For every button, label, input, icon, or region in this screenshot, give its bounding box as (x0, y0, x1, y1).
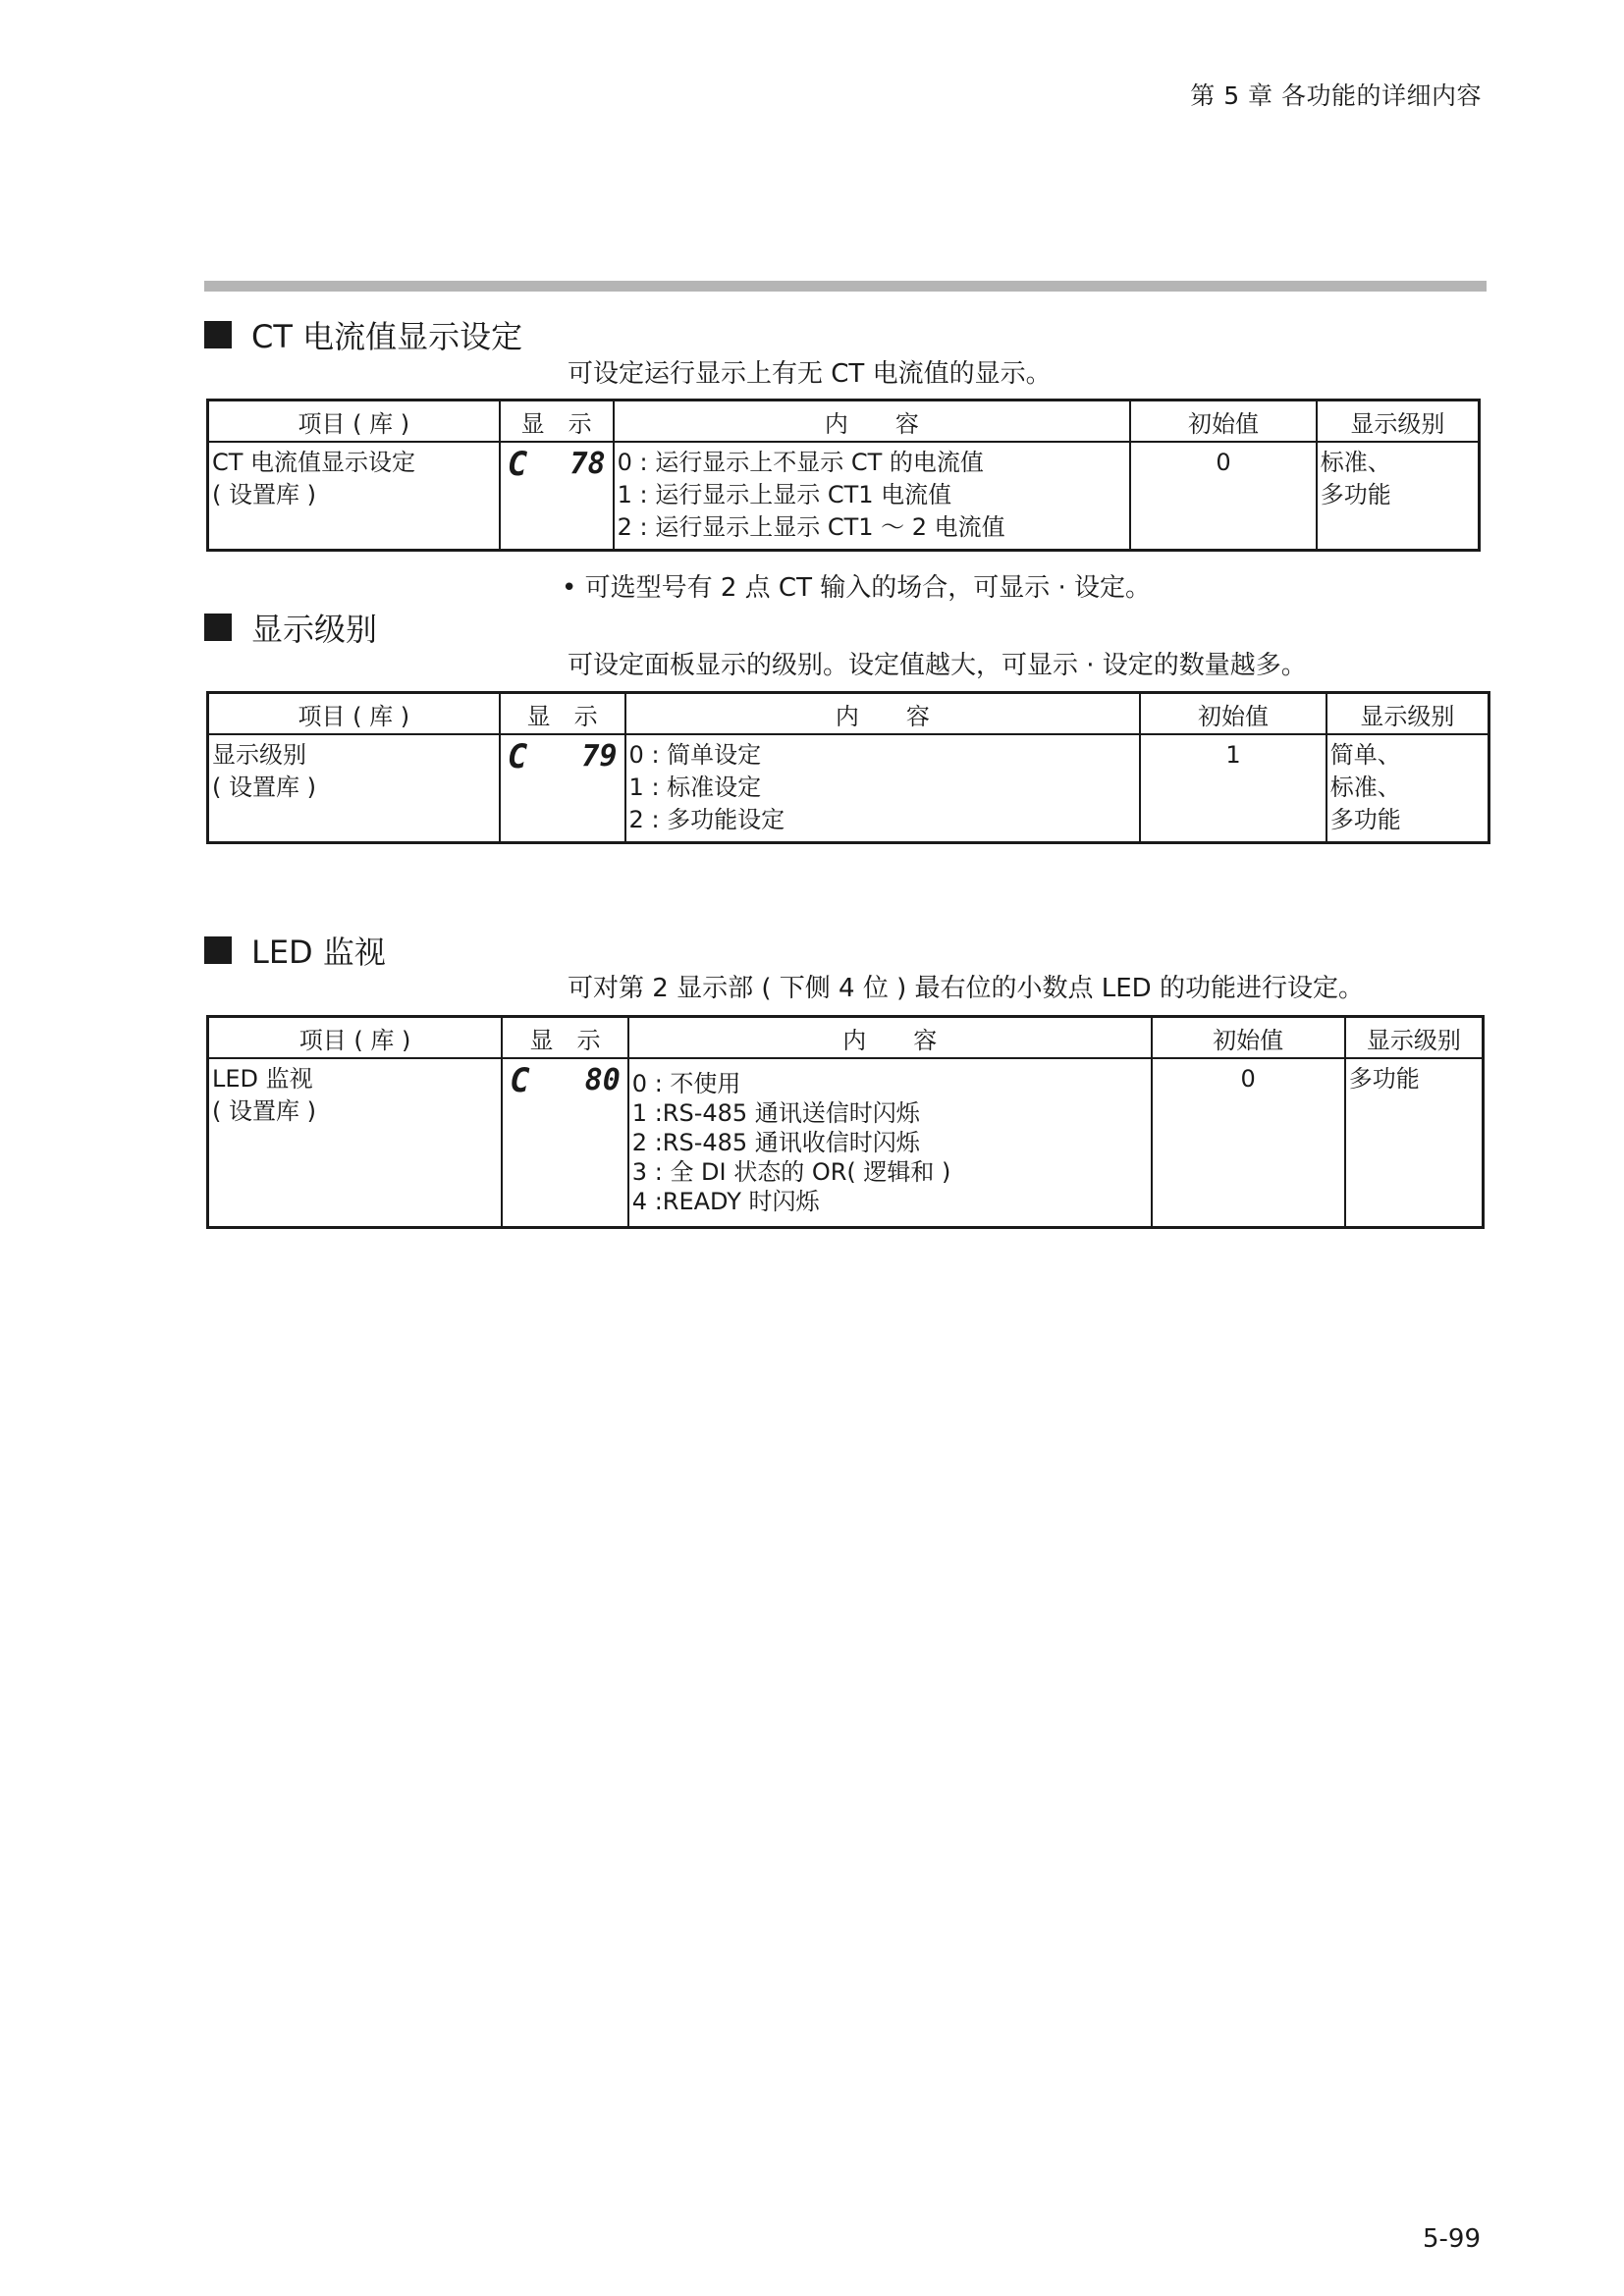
item-name: LED 监视 (212, 1065, 313, 1093)
display-code: 78 (569, 447, 606, 481)
col-header-initial: 初始值 (1130, 400, 1317, 443)
square-bullet-icon (204, 936, 232, 964)
level-line: 多功能 (1348, 1065, 1420, 1093)
table-row (208, 442, 1480, 550)
col-header-display: 显 示 (500, 400, 614, 443)
section-description: 可对第 2 显示部 ( 下侧 4 位 ) 最右位的小数点 LED 的功能进行设定。 (568, 974, 1364, 1003)
col-header-level: 显示级别 (1317, 400, 1480, 443)
section-title (204, 605, 377, 650)
display-letter: C (510, 1061, 530, 1100)
seven-segment-display (506, 1063, 624, 1098)
initial-cell: 0 (1152, 1058, 1345, 1227)
initial-cell: 0 (1130, 442, 1317, 550)
section-led-monitor (204, 928, 386, 973)
display-cell (500, 442, 614, 550)
table-row (208, 734, 1489, 842)
display-letter: C (507, 445, 528, 484)
table-header-row (208, 693, 1489, 735)
table-row (208, 1058, 1484, 1227)
content-cell (614, 442, 1131, 550)
note-text: • 可选型号有 2 点 CT 输入的场合，可显示 · 设定。 (562, 573, 1152, 603)
item-cell (208, 1058, 503, 1227)
content-line: 3 : 全 DI 状态的 OR( 逻辑和 ) (631, 1158, 951, 1186)
page-number: 5-99 (1422, 2224, 1481, 2254)
level-cell (1317, 442, 1480, 550)
display-code: 80 (584, 1063, 621, 1097)
item-bank: ( 设置库 ) (212, 481, 316, 508)
item-name: 显示级别 (212, 741, 306, 769)
col-header-level: 显示级别 (1345, 1017, 1484, 1059)
content-line: 0 : 不使用 (631, 1070, 741, 1097)
section-divider (204, 281, 1487, 292)
section-description: 可设定运行显示上有无 CT 电流值的显示。 (568, 359, 1052, 389)
section-title (204, 312, 522, 357)
col-header-content: 内 容 (628, 1017, 1152, 1059)
col-header-display: 显 示 (500, 693, 625, 735)
content-line: 1 : 标准设定 (628, 774, 762, 801)
section-display-level (204, 605, 377, 650)
section-description: 可设定面板显示的级别。设定值越大，可显示 · 设定的数量越多。 (568, 651, 1307, 680)
col-header-display: 显 示 (502, 1017, 628, 1059)
section-title-text: LED 监视 (251, 934, 386, 971)
section-title-text: CT 电流值显示设定 (251, 318, 523, 355)
col-header-initial: 初始值 (1152, 1017, 1345, 1059)
content-line: 0 : 运行显示上不显示 CT 的电流值 (617, 449, 984, 476)
section-title (204, 928, 386, 973)
col-header-item: 项目 ( 库 ) (208, 1017, 503, 1059)
item-cell (208, 442, 500, 550)
level-line: 多功能 (1320, 481, 1391, 508)
seven-segment-display (504, 447, 610, 482)
content-line: 2 :RS-485 通讯收信时闪烁 (631, 1129, 920, 1156)
table-header-row (208, 400, 1480, 443)
col-header-level: 显示级别 (1326, 693, 1489, 735)
content-line: 0 : 简单设定 (628, 741, 762, 769)
content-line: 1 :RS-485 通讯送信时闪烁 (631, 1099, 920, 1127)
col-header-item: 项目 ( 库 ) (208, 693, 500, 735)
item-cell (208, 734, 500, 842)
level-line: 多功能 (1329, 806, 1401, 833)
square-bullet-icon (204, 321, 232, 348)
level-cell (1326, 734, 1489, 842)
content-cell (625, 734, 1141, 842)
item-name: CT 电流值显示设定 (212, 449, 416, 476)
table-header-row (208, 1017, 1484, 1059)
col-header-content: 内 容 (614, 400, 1131, 443)
display-cell (500, 734, 625, 842)
display-code: 79 (581, 739, 618, 774)
display-letter: C (507, 737, 528, 776)
display-cell (502, 1058, 628, 1227)
content-cell (628, 1058, 1152, 1227)
chapter-header: 第 5 章 各功能的详细内容 (1190, 81, 1482, 110)
content-line: 2 : 多功能设定 (628, 806, 785, 833)
spec-table (206, 1015, 1485, 1229)
level-line: 标准、 (1320, 449, 1391, 476)
item-bank: ( 设置库 ) (212, 1097, 316, 1125)
spec-table (206, 691, 1490, 844)
col-header-initial: 初始值 (1140, 693, 1326, 735)
initial-cell: 1 (1140, 734, 1326, 842)
level-line: 简单、 (1329, 741, 1401, 769)
content-line: 1 : 运行显示上显示 CT1 电流值 (617, 481, 952, 508)
content-line: 2 : 运行显示上显示 CT1 ～ 2 电流值 (617, 513, 1005, 541)
spec-table (206, 399, 1481, 552)
item-bank: ( 设置库 ) (212, 774, 316, 801)
col-header-item: 项目 ( 库 ) (208, 400, 500, 443)
content-line: 4 :READY 时闪烁 (631, 1188, 820, 1215)
seven-segment-display (504, 739, 622, 774)
level-cell (1345, 1058, 1484, 1227)
level-line: 标准、 (1329, 774, 1401, 801)
col-header-content: 内 容 (625, 693, 1141, 735)
square-bullet-icon (204, 614, 232, 641)
section-title-text: 显示级别 (251, 611, 378, 648)
section-ct-display (204, 312, 522, 357)
